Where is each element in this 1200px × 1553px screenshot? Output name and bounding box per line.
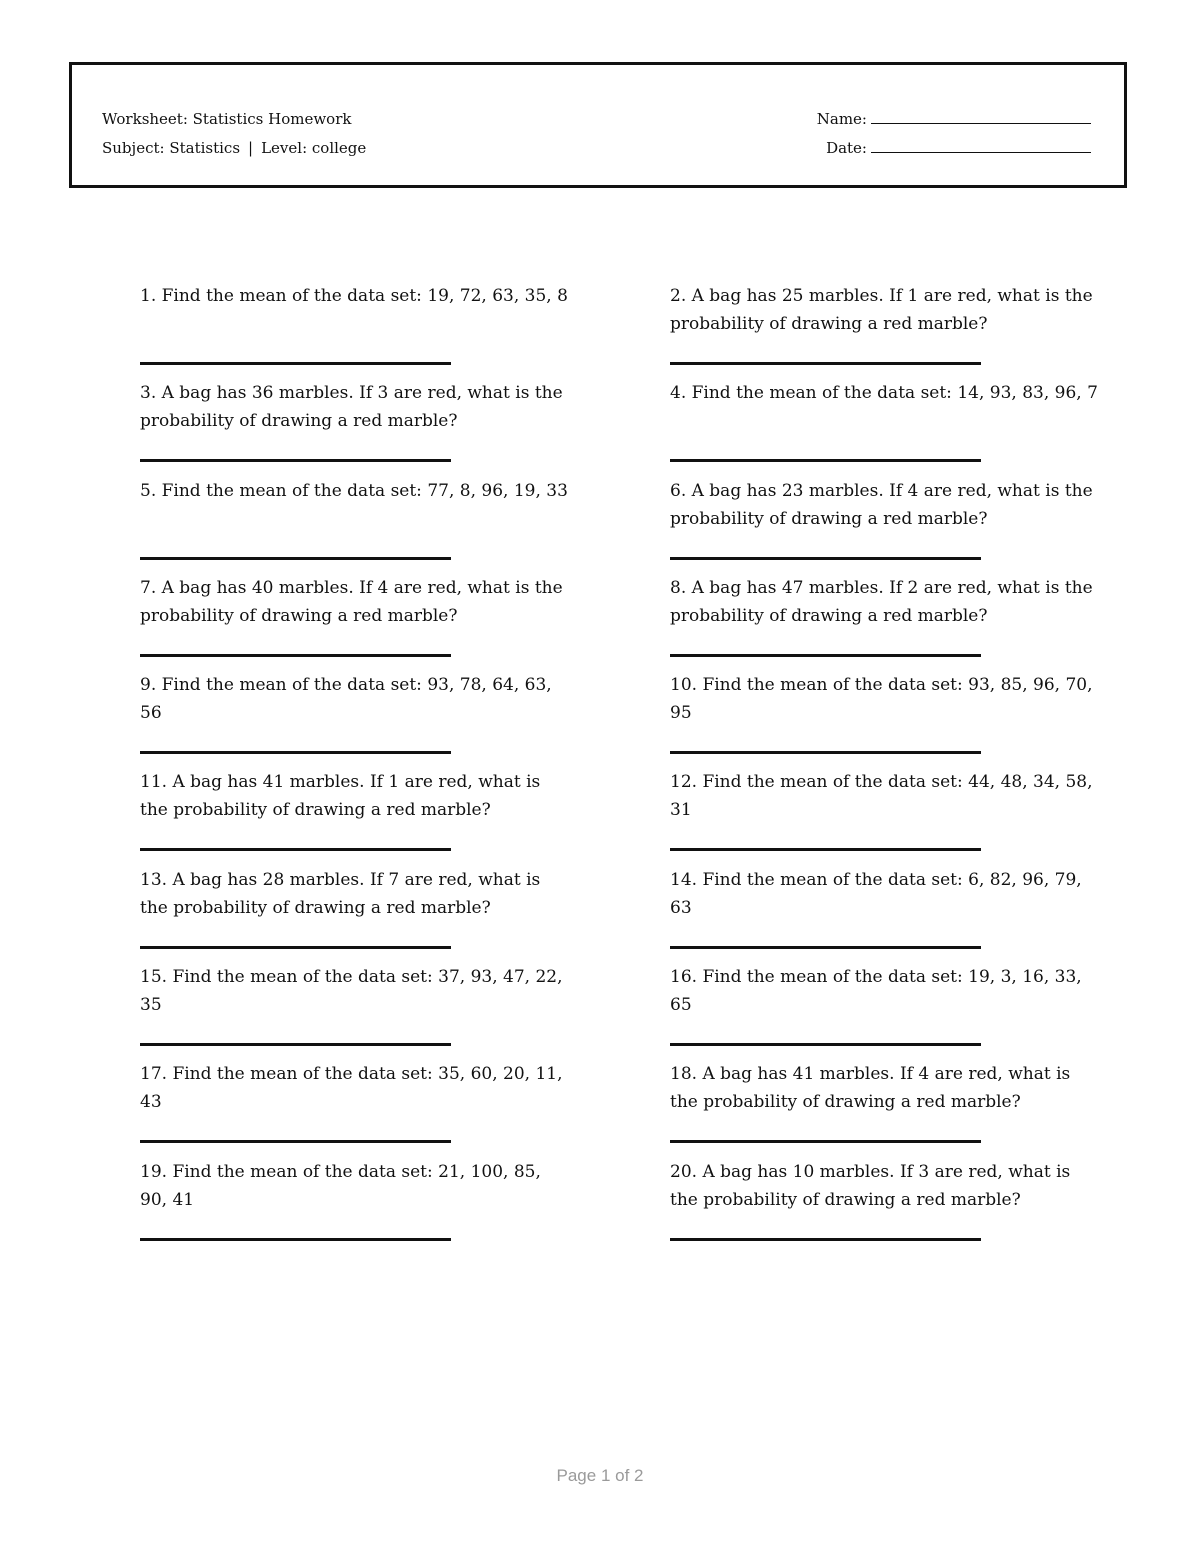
answer-line[interactable]: [670, 557, 981, 560]
question-text: 10. Find the mean of the data set: 93, 85, 96, 70, 95: [670, 675, 1093, 724]
question-item: [670, 379, 1100, 476]
page-number: Page 1 of 2: [556, 1466, 644, 1485]
header-info: [102, 105, 366, 163]
answer-line[interactable]: [670, 362, 981, 365]
question-item: [140, 768, 570, 865]
name-label: Name:: [816, 110, 867, 128]
question-item: [140, 1158, 570, 1255]
question-text: 11. A bag has 41 marbles. If 1 are red, what is the probability of drawing a red marble?: [140, 772, 541, 821]
question-item: [140, 282, 570, 379]
question-item: [140, 574, 570, 671]
question-text: 9. Find the mean of the data set: 93, 78, 64, 63, 56: [140, 675, 552, 724]
subject-label: Subject: Statistics: [102, 139, 241, 157]
question-text: 12. Find the mean of the data set: 44, 48, 34, 58, 31: [670, 772, 1093, 821]
question-item: [670, 282, 1100, 379]
answer-line[interactable]: [140, 751, 451, 754]
answer-line[interactable]: [670, 751, 981, 754]
subject-level-line: [102, 134, 366, 163]
question-item: [670, 963, 1100, 1060]
question-item: [140, 477, 570, 574]
question-text: 13. A bag has 28 marbles. If 7 are red, what is the probability of drawing a red marble?: [140, 869, 541, 918]
date-label: Date:: [826, 139, 867, 157]
answer-line[interactable]: [140, 1140, 451, 1143]
question-text: 17. Find the mean of the data set: 35, 60, 20, 11, 43: [140, 1064, 563, 1113]
answer-line[interactable]: [140, 1043, 451, 1046]
answer-line[interactable]: [140, 654, 451, 657]
question-text: 14. Find the mean of the data set: 6, 82, 96, 79, 63: [670, 869, 1082, 918]
answer-line[interactable]: [670, 1043, 981, 1046]
question-item: [140, 866, 570, 963]
answer-line[interactable]: [670, 946, 981, 949]
question-text: 3. A bag has 36 marbles. If 3 are red, what is the probability of drawing a red marble?: [140, 383, 563, 432]
worksheet-header: [69, 62, 1127, 188]
answer-line[interactable]: [140, 946, 451, 949]
name-field[interactable]: [871, 109, 1091, 124]
header-fields: [817, 105, 1091, 163]
question-text: 18. A bag has 41 marbles. If 4 are red, what is the probability of drawing a red marble?: [670, 1064, 1071, 1113]
question-item: [140, 1060, 570, 1157]
level-label: Level: college: [261, 139, 367, 157]
answer-line[interactable]: [140, 362, 451, 365]
question-text: 15. Find the mean of the data set: 37, 93, 47, 22, 35: [140, 967, 563, 1016]
question-text: 2. A bag has 25 marbles. If 1 are red, what is the probability of drawing a red marble?: [670, 286, 1093, 334]
question-text: 1. Find the mean of the data set: 19, 72, 63, 35, 8: [140, 286, 568, 306]
answer-line[interactable]: [670, 1238, 981, 1241]
answer-line[interactable]: [670, 459, 981, 462]
answer-line[interactable]: [140, 1238, 451, 1241]
question-item: [140, 963, 570, 1060]
question-text: 6. A bag has 23 marbles. If 4 are red, what is the probability of drawing a red marble?: [670, 480, 1093, 529]
question-item: [670, 671, 1100, 768]
question-item: [670, 477, 1100, 574]
question-item: [140, 671, 570, 768]
question-grid: [140, 282, 1100, 1255]
answer-line[interactable]: [670, 654, 981, 657]
question-item: [140, 379, 570, 476]
date-field[interactable]: [871, 138, 1091, 153]
answer-line[interactable]: [140, 557, 451, 560]
answer-line[interactable]: [670, 848, 981, 851]
date-field-row: [817, 134, 1091, 163]
question-text: 8. A bag has 47 marbles. If 2 are red, what is the probability of drawing a red marble?: [670, 577, 1093, 626]
question-text: 4. Find the mean of the data set: 14, 93, 83, 96, 7: [670, 383, 1098, 404]
question-item: [670, 768, 1100, 865]
header-separator: |: [248, 139, 254, 157]
worksheet-title: Worksheet: Statistics Homework: [102, 110, 352, 128]
question-item: [670, 1158, 1100, 1255]
name-field-row: [817, 105, 1091, 134]
question-item: [670, 866, 1100, 963]
question-text: 7. A bag has 40 marbles. If 4 are red, what is the probability of drawing a red marble?: [140, 577, 563, 626]
question-item: [670, 574, 1100, 671]
question-text: 20. A bag has 10 marbles. If 3 are red, what is the probability of drawing a red marble?: [670, 1161, 1071, 1210]
question-text: 16. Find the mean of the data set: 19, 3, 16, 33, 65: [670, 967, 1082, 1016]
answer-line[interactable]: [670, 1140, 981, 1143]
question-item: [670, 1060, 1100, 1157]
question-text: 5. Find the mean of the data set: 77, 8, 96, 19, 33: [140, 480, 568, 501]
answer-line[interactable]: [140, 459, 451, 462]
answer-line[interactable]: [140, 848, 451, 851]
question-text: 19. Find the mean of the data set: 21, 100, 85, 90, 41: [140, 1161, 541, 1210]
